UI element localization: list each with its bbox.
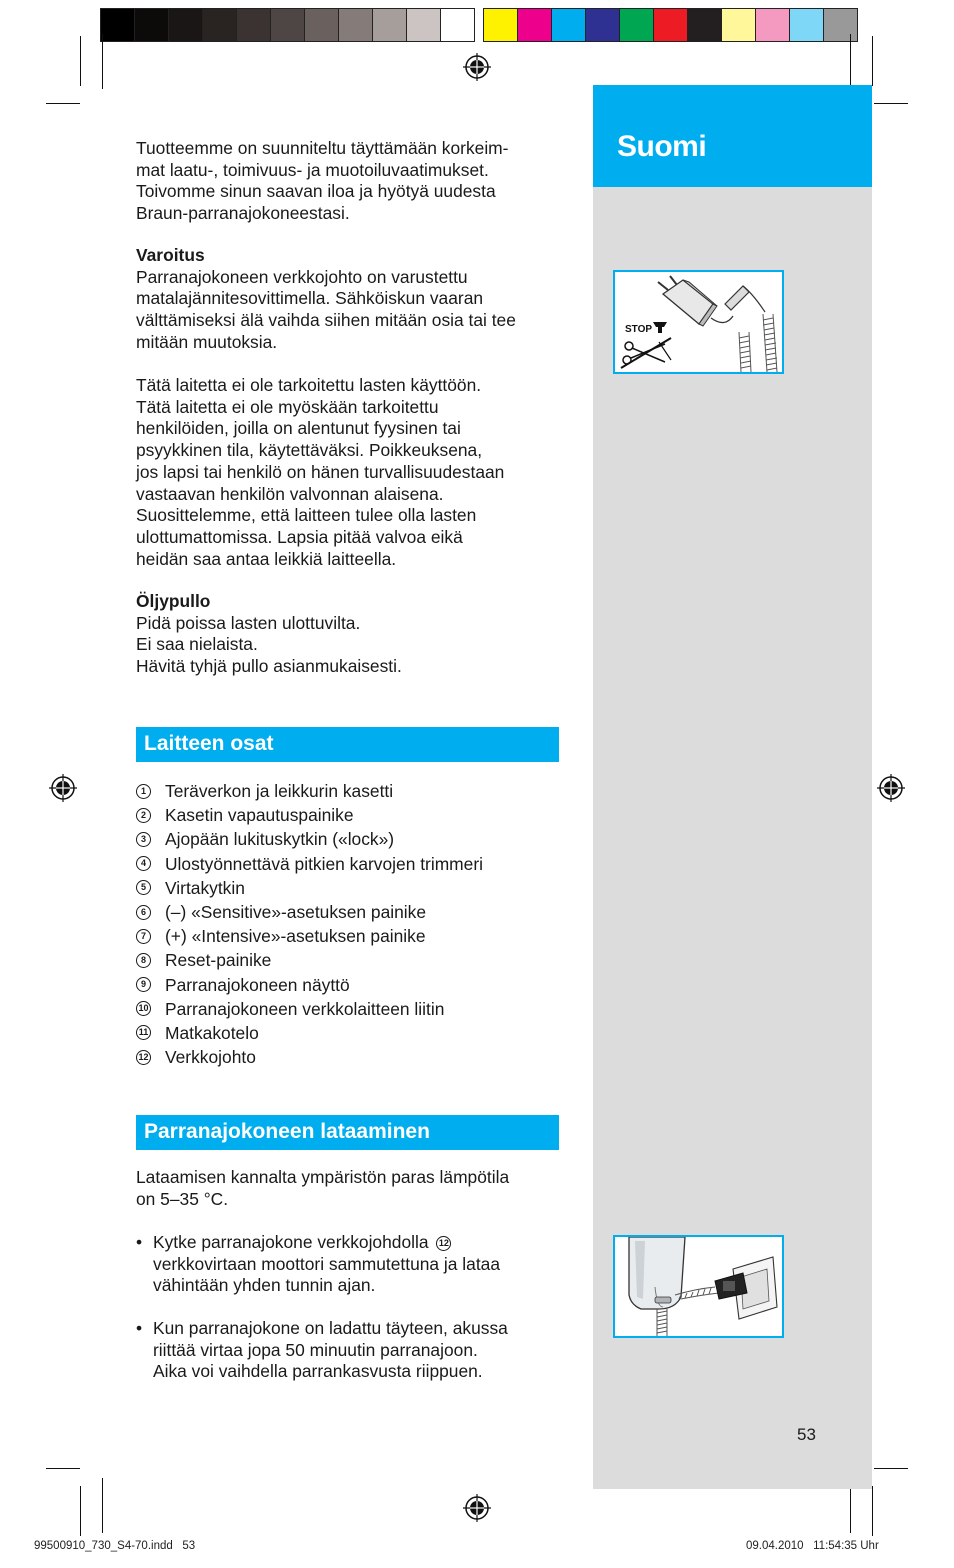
bullet-1-start: Kytke parranajokone verkkojohdolla <box>153 1232 429 1252</box>
registration-mark-icon <box>877 774 905 802</box>
charging-intro-paragraph <box>136 1167 561 1210</box>
color-swatch <box>236 8 270 42</box>
bullet-1-rest: verkkovirtaan moottori sammutettuna ja lataa vähintään yhden tunnin ajan. <box>153 1253 501 1296</box>
oil-text: Pidä poissa lasten ulottuvilta. Ei saa nielaista. Hävitä tyhjä pullo asianmukaisesti. <box>136 612 402 677</box>
item-label: Teräverkon ja leikkurin kasetti <box>165 781 394 802</box>
color-swatch <box>100 8 134 42</box>
item-number: 11 <box>136 1025 151 1040</box>
list-item <box>136 803 483 827</box>
charging-section-header <box>136 1115 559 1150</box>
list-item <box>136 924 483 948</box>
item-number: 8 <box>136 953 151 968</box>
item-label: Parranajokoneen näyttö <box>165 974 350 995</box>
color-calibration-bar-color <box>483 8 858 42</box>
color-calibration-bar-gray <box>100 8 475 42</box>
crop-mark <box>46 1468 80 1469</box>
registration-mark-icon <box>49 774 77 802</box>
parts-section-title: Laitteen osat <box>144 732 274 755</box>
oil-heading: Öljypullo <box>136 591 211 611</box>
color-swatch <box>653 8 687 42</box>
item-label: Matkakotelo <box>165 1022 259 1043</box>
color-swatch <box>517 8 551 42</box>
crop-mark <box>102 1478 103 1533</box>
warning-text: Parranajokoneen verkkojohto on varustettu matalajännitesovittimella. Sähköiskun vaaran välttämiseksi älä vaihda siihen mitään osia tai tee mitään muutoksia. <box>136 266 516 352</box>
color-swatch <box>372 8 406 42</box>
crop-mark <box>874 1468 908 1469</box>
item-number: 2 <box>136 808 151 823</box>
color-swatch <box>406 8 440 42</box>
figure-shaver-charging <box>613 1235 784 1338</box>
intro-text: Tuotteemme on suunniteltu täyttämään korkeim- mat laatu-, toimivuus- ja muotoiluvaatimukset. Toivomme sinun saavan iloa ja hyötyä uudesta Braun-parranajokoneestasi. <box>136 138 509 224</box>
figure-plug-warning <box>613 270 784 374</box>
item-number: 3 <box>136 832 151 847</box>
list-item <box>136 827 483 851</box>
charging-section-title: Parranajokoneen lataaminen <box>144 1120 430 1143</box>
list-item <box>136 948 483 972</box>
warning-block <box>136 245 561 354</box>
color-swatch <box>168 8 202 42</box>
item-label: Reset-painike <box>165 950 272 971</box>
crop-mark <box>102 34 103 89</box>
registration-mark-icon <box>463 53 491 81</box>
shaver-charging-illustration-icon <box>615 1237 782 1336</box>
color-swatch <box>270 8 304 42</box>
color-swatch <box>823 8 858 42</box>
list-item <box>136 973 483 997</box>
oil-block <box>136 591 561 678</box>
color-swatch <box>483 8 517 42</box>
registration-mark-icon <box>463 1494 491 1522</box>
item-number: 4 <box>136 856 151 871</box>
item-number: 12 <box>136 1050 151 1065</box>
color-swatch <box>687 8 721 42</box>
parts-section-header <box>136 727 559 762</box>
bullet-text <box>153 1232 563 1297</box>
color-swatch <box>202 8 236 42</box>
language-title: Suomi <box>617 130 707 163</box>
item-number: 6 <box>136 905 151 920</box>
plug-stop-illustration-icon <box>615 272 782 372</box>
color-swatch <box>619 8 653 42</box>
children-warning-text: Tätä laitetta ei ole tarkoitettu lasten käyttöön. Tätä laitetta ei ole myöskään tarkoitettu henkilöiden, joilla on alentunut fyysinen tai psyykkinen tila, käytettäväksi. Poikkeuksena, jos lapsi tai henkilö on hänen turvallisuudestaan vastaavan henkilön valvonnan alaisena. Suosittelemme, että laitteen tulee olla lasten ulottumattomissa. Lapsia pitää valvoa eikä heidän saa antaa leikkiä laitteella. <box>136 375 505 569</box>
color-swatch <box>440 8 475 42</box>
warning-heading: Varoitus <box>136 245 205 265</box>
item-number: 5 <box>136 880 151 895</box>
item-label: Ajopään lukituskytkin («lock») <box>165 829 395 850</box>
list-item <box>136 779 483 803</box>
bullet-text: Kun parranajokone on ladattu täyteen, akussa riittää virtaa jopa 50 minuutin parranajoon. Aika voi vaihdella parrankasvusta riippuen. <box>153 1318 508 1382</box>
item-label: (+) «Intensive»-asetuksen painike <box>165 926 426 947</box>
item-label: Verkkojohto <box>165 1047 256 1068</box>
bullet-dot: • <box>136 1232 143 1252</box>
footer-file-info: 99500910_730_S4-70.indd 53 <box>34 1540 196 1552</box>
item-number: 10 <box>136 1001 151 1016</box>
item-number: 12 <box>436 1236 451 1251</box>
crop-mark <box>872 1486 873 1536</box>
item-number: 1 <box>136 784 151 799</box>
item-number: 7 <box>136 929 151 944</box>
item-number: 9 <box>136 977 151 992</box>
color-swatch <box>585 8 619 42</box>
color-swatch <box>789 8 823 42</box>
item-label: Kasetin vapautuspainike <box>165 805 354 826</box>
color-swatch <box>304 8 338 42</box>
page-number: 53 <box>797 1425 816 1444</box>
crop-mark <box>872 36 873 86</box>
item-label: Virtakytkin <box>165 877 245 898</box>
crop-mark <box>80 1486 81 1536</box>
list-item <box>136 1045 483 1069</box>
crop-mark <box>80 36 81 86</box>
crop-mark <box>874 103 908 104</box>
color-swatch <box>551 8 585 42</box>
item-label: Parranajokoneen verkkolaitteen liitin <box>165 998 445 1019</box>
intro-paragraph <box>136 138 561 225</box>
list-item <box>136 852 483 876</box>
list-item <box>136 900 483 924</box>
crop-mark <box>850 34 851 89</box>
color-swatch <box>721 8 755 42</box>
item-label: (–) «Sensitive»-asetuksen painike <box>165 902 427 923</box>
item-label: Ulostyönnettävä pitkien karvojen trimmeri <box>165 853 483 874</box>
crop-mark <box>46 103 80 104</box>
color-swatch <box>134 8 168 42</box>
color-swatch <box>338 8 372 42</box>
list-item <box>136 997 483 1021</box>
bullet-dot: • <box>136 1318 143 1338</box>
svg-text:STOP: STOP <box>625 324 653 335</box>
parts-list <box>136 779 483 1069</box>
list-item <box>136 1021 483 1045</box>
color-swatch <box>755 8 789 42</box>
children-warning-paragraph <box>136 375 561 570</box>
footer-timestamp: 09.04.2010 11:54:35 Uhr <box>746 1540 879 1552</box>
list-item <box>136 876 483 900</box>
charging-intro-text: Lataamisen kannalta ympäristön paras lämpötila on 5–35 °C. <box>136 1167 510 1209</box>
